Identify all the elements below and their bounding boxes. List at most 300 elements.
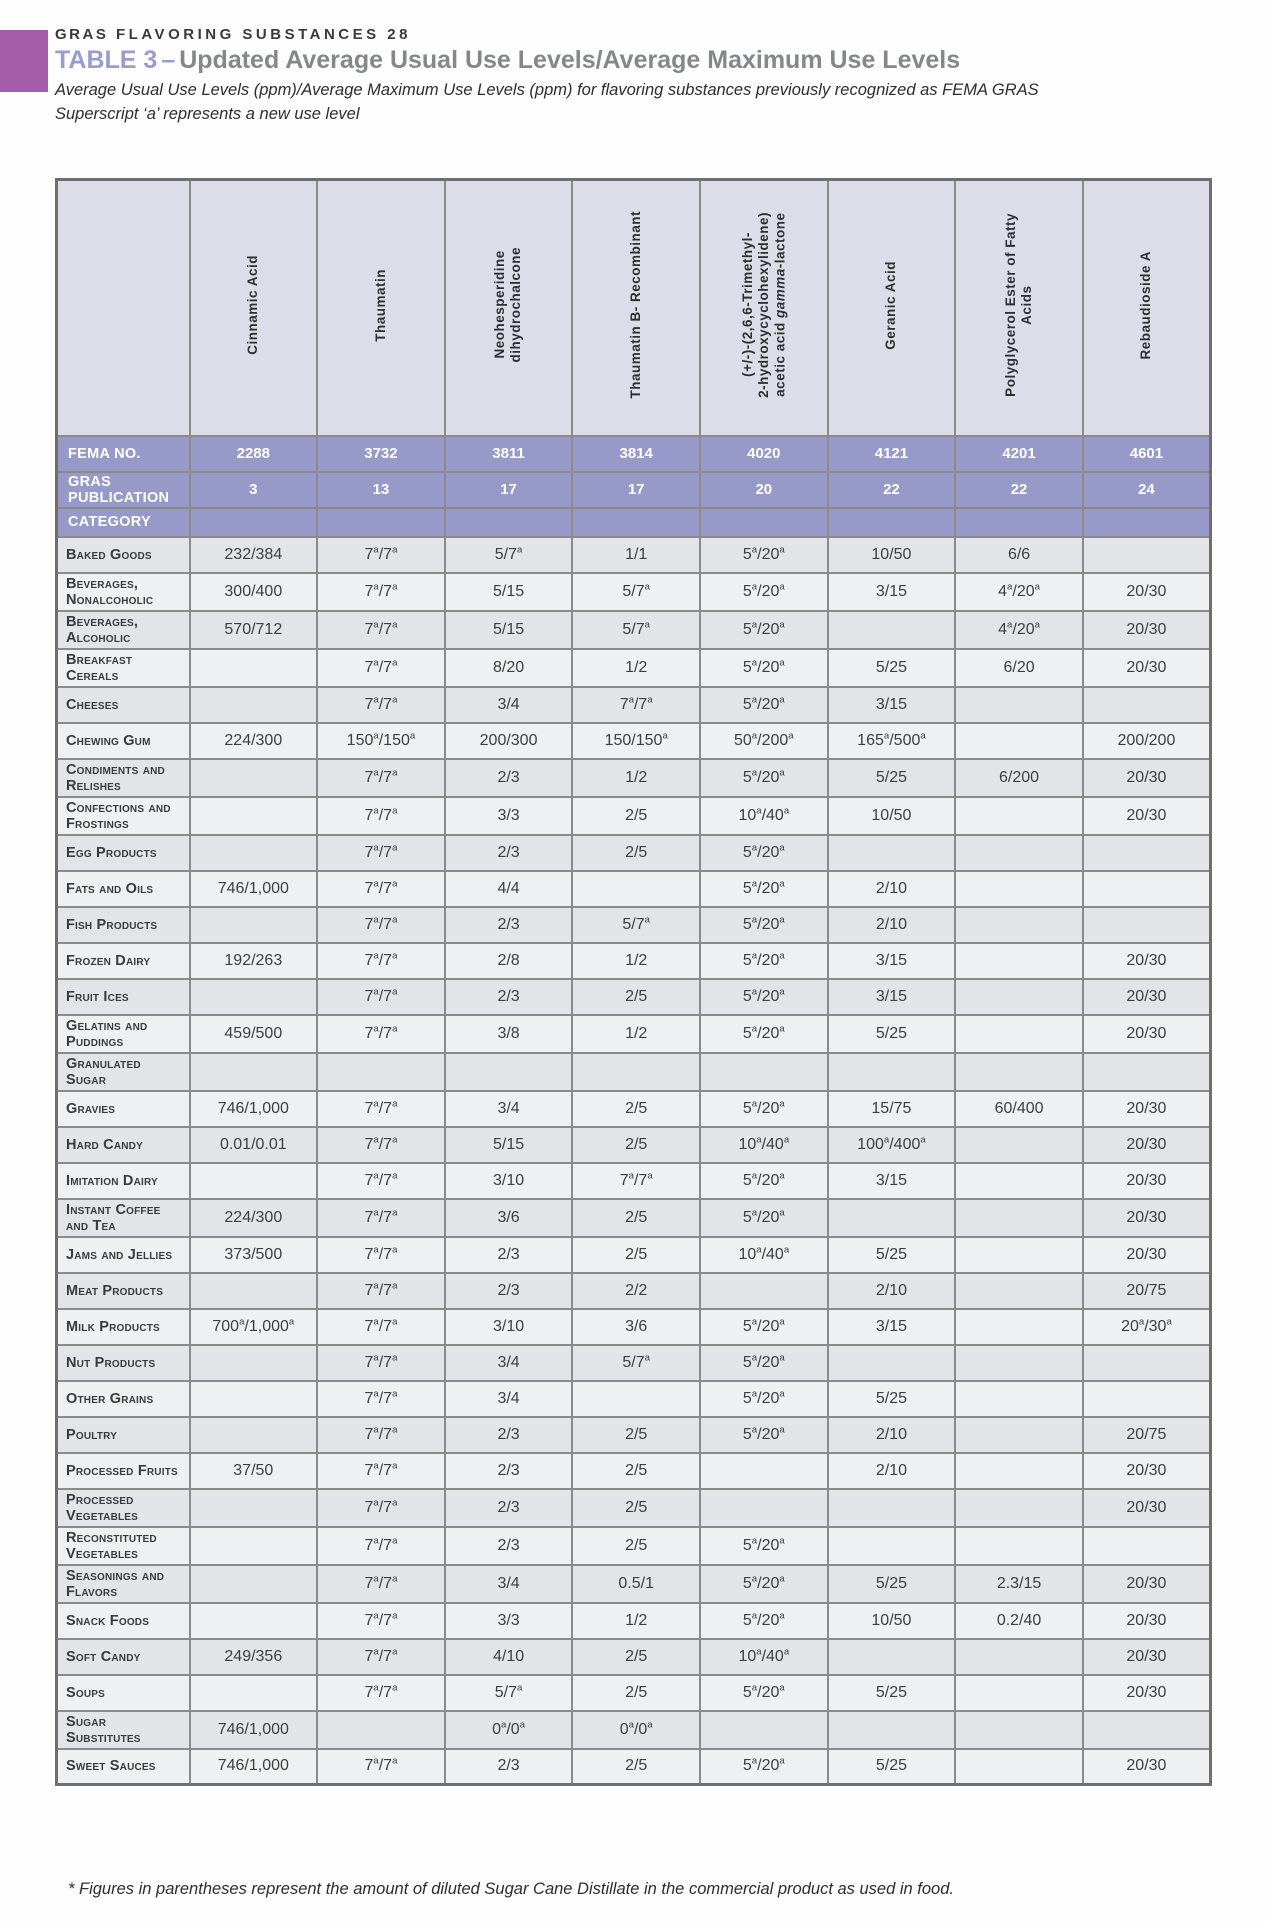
use-level-cell bbox=[1083, 907, 1211, 943]
fema-number-cell: 4121 bbox=[828, 436, 956, 472]
use-level-cell: 2/10 bbox=[828, 1417, 956, 1453]
table-row bbox=[57, 1309, 1211, 1345]
use-level-cell: 3/8 bbox=[445, 1015, 573, 1053]
table-title bbox=[55, 46, 1215, 75]
use-level-cell: 6/6 bbox=[955, 537, 1083, 573]
category-label: Soft Candy bbox=[57, 1639, 190, 1675]
gras-publication-row bbox=[57, 472, 1211, 508]
use-level-cell bbox=[955, 797, 1083, 835]
use-level-cell bbox=[955, 1015, 1083, 1053]
use-level-cell: 1/2 bbox=[572, 943, 700, 979]
table-row bbox=[57, 1453, 1211, 1489]
table-row bbox=[57, 687, 1211, 723]
use-level-cell: 20/75 bbox=[1083, 1273, 1211, 1309]
use-level-cell bbox=[828, 1711, 956, 1749]
use-level-cell: 5/25 bbox=[828, 1237, 956, 1273]
use-level-cell: 20/30 bbox=[1083, 979, 1211, 1015]
table-row bbox=[57, 1565, 1211, 1603]
use-level-cell bbox=[1083, 1345, 1211, 1381]
category-row-label: CATEGORY bbox=[57, 508, 190, 537]
use-level-cell: 5/25 bbox=[828, 1565, 956, 1603]
category-label: Milk Products bbox=[57, 1309, 190, 1345]
table-row bbox=[57, 1711, 1211, 1749]
use-level-cell: 300/400 bbox=[190, 573, 318, 611]
use-level-cell: 2/5 bbox=[572, 1127, 700, 1163]
category-label: Gravies bbox=[57, 1091, 190, 1127]
substance-column-header bbox=[955, 180, 1083, 436]
use-level-cell: 2/5 bbox=[572, 797, 700, 835]
table-description-line2: Superscript ‘a’ represents a new use level bbox=[55, 104, 360, 123]
use-level-cell bbox=[1083, 687, 1211, 723]
use-level-cell: 5/7$^a$ bbox=[445, 537, 573, 573]
use-level-cell: 15/75 bbox=[828, 1091, 956, 1127]
fema-number-cell: 4020 bbox=[700, 436, 828, 472]
table-row bbox=[57, 537, 1211, 573]
use-level-cell bbox=[700, 1273, 828, 1309]
use-level-cell: 6/200 bbox=[955, 759, 1083, 797]
use-level-cell bbox=[955, 1453, 1083, 1489]
use-level-cell: 5/7$^a$ bbox=[572, 907, 700, 943]
publication-series-rest: FLAVORING SUBSTANCES 28 bbox=[116, 26, 411, 43]
use-level-cell: 7$^a$/7$^a$ bbox=[317, 907, 445, 943]
publication-series-name: GRAS bbox=[55, 26, 109, 43]
use-level-cell: 3/10 bbox=[445, 1309, 573, 1345]
use-level-cell: 7$^a$/7$^a$ bbox=[572, 1163, 700, 1199]
fema-number-cell: 3732 bbox=[317, 436, 445, 472]
use-level-cell: 5$^a$/20$^a$ bbox=[700, 1417, 828, 1453]
table-row bbox=[57, 1015, 1211, 1053]
use-level-cell: 2/5 bbox=[572, 1489, 700, 1527]
use-level-cell: 2.3/15 bbox=[955, 1565, 1083, 1603]
use-level-cell: 2/3 bbox=[445, 835, 573, 871]
use-level-cell bbox=[828, 1199, 956, 1237]
use-level-cell bbox=[955, 1053, 1083, 1091]
use-level-cell bbox=[955, 1199, 1083, 1237]
use-level-cell: 3/15 bbox=[828, 1163, 956, 1199]
table-row bbox=[57, 1381, 1211, 1417]
use-level-cell bbox=[190, 979, 318, 1015]
table-row bbox=[57, 1163, 1211, 1199]
use-level-cell: 6/20 bbox=[955, 649, 1083, 687]
use-level-cell: 7$^a$/7$^a$ bbox=[317, 649, 445, 687]
use-level-cell bbox=[955, 835, 1083, 871]
use-level-cell: 10$^a$/40$^a$ bbox=[700, 1639, 828, 1675]
use-level-cell: 5/15 bbox=[445, 611, 573, 649]
use-level-cell: 20/30 bbox=[1083, 759, 1211, 797]
use-level-cell: 7$^a$/7$^a$ bbox=[317, 1639, 445, 1675]
use-level-cell: 2/3 bbox=[445, 759, 573, 797]
gras-publication-cell: 22 bbox=[955, 472, 1083, 508]
category-label: Meat Products bbox=[57, 1273, 190, 1309]
use-level-cell: 37/50 bbox=[190, 1453, 318, 1489]
use-level-cell: 7$^a$/7$^a$ bbox=[317, 1381, 445, 1417]
use-level-cell: 700$^a$/1,000$^a$ bbox=[190, 1309, 318, 1345]
fema-row-label: FEMA NO. bbox=[57, 436, 190, 472]
use-level-cell: 224/300 bbox=[190, 723, 318, 759]
use-level-cell: 5/7$^a$ bbox=[572, 611, 700, 649]
category-label: Processed Vegetables bbox=[57, 1489, 190, 1527]
substance-name: Neohesperidine dihydrochalcone bbox=[492, 247, 524, 364]
use-level-cell: 7$^a$/7$^a$ bbox=[317, 1237, 445, 1273]
table-row bbox=[57, 1639, 1211, 1675]
category-empty-cell bbox=[445, 508, 573, 537]
use-level-cell bbox=[190, 1565, 318, 1603]
use-level-cell: 2/8 bbox=[445, 943, 573, 979]
use-level-cell: 2/5 bbox=[572, 1237, 700, 1273]
use-level-cell: 3/4 bbox=[445, 687, 573, 723]
use-level-cell bbox=[190, 835, 318, 871]
table-row bbox=[57, 759, 1211, 797]
use-level-cell: 5$^a$/20$^a$ bbox=[700, 1675, 828, 1711]
use-level-cell bbox=[828, 1489, 956, 1527]
category-label: Reconstituted Vegetables bbox=[57, 1527, 190, 1565]
use-level-cell: 2/5 bbox=[572, 1639, 700, 1675]
use-level-cell bbox=[700, 1489, 828, 1527]
gras-publication-cell: 17 bbox=[572, 472, 700, 508]
use-level-cell: 2/10 bbox=[828, 1273, 956, 1309]
category-empty-cell bbox=[1083, 508, 1211, 537]
use-level-cell: 5$^a$/20$^a$ bbox=[700, 871, 828, 907]
category-header-row bbox=[57, 508, 1211, 537]
gras-publication-cell: 24 bbox=[1083, 472, 1211, 508]
table-row bbox=[57, 1273, 1211, 1309]
use-level-cell: 5$^a$/20$^a$ bbox=[700, 1199, 828, 1237]
use-level-cell: 0.2/40 bbox=[955, 1603, 1083, 1639]
use-level-cell: 3/15 bbox=[828, 573, 956, 611]
table-description-line1: Average Usual Use Levels (ppm)/Average Maximum Use Levels (ppm) for flavoring substances previously recognized as FEMA GRAS bbox=[55, 80, 1039, 99]
use-level-cell: 20$^a$/30$^a$ bbox=[1083, 1309, 1211, 1345]
use-level-cell bbox=[190, 1053, 318, 1091]
use-level-cell bbox=[828, 1345, 956, 1381]
corner-header-cell bbox=[57, 180, 190, 436]
use-level-cell bbox=[955, 1345, 1083, 1381]
use-level-cell: 3/6 bbox=[445, 1199, 573, 1237]
table-title-text: Updated Average Usual Use Levels/Average Maximum Use Levels bbox=[179, 46, 961, 74]
category-label: Beverages, Alcoholic bbox=[57, 611, 190, 649]
use-level-cell bbox=[317, 1711, 445, 1749]
use-level-cell bbox=[190, 1381, 318, 1417]
use-level-cell: 10$^a$/40$^a$ bbox=[700, 1237, 828, 1273]
fema-number-cell: 3811 bbox=[445, 436, 573, 472]
table-row bbox=[57, 1127, 1211, 1163]
use-level-cell: 7$^a$/7$^a$ bbox=[317, 1015, 445, 1053]
use-level-cell: 2/3 bbox=[445, 1453, 573, 1489]
use-level-cell: 7$^a$/7$^a$ bbox=[317, 1127, 445, 1163]
use-level-cell: 7$^a$/7$^a$ bbox=[317, 1489, 445, 1527]
category-label: Frozen Dairy bbox=[57, 943, 190, 979]
use-level-cell: 5$^a$/20$^a$ bbox=[700, 1309, 828, 1345]
use-level-cell: 5$^a$/20$^a$ bbox=[700, 907, 828, 943]
footnote: * Figures in parentheses represent the amount of diluted Sugar Cane Distillate in the commercial product as used in food. bbox=[68, 1880, 954, 1898]
use-level-cell: 746/1,000 bbox=[190, 1749, 318, 1785]
use-level-cell: 150$^a$/150$^a$ bbox=[317, 723, 445, 759]
table-row bbox=[57, 611, 1211, 649]
use-level-cell: 5$^a$/20$^a$ bbox=[700, 649, 828, 687]
use-level-cell: 60/400 bbox=[955, 1091, 1083, 1127]
use-level-cell: 1/1 bbox=[572, 537, 700, 573]
use-level-cell: 192/263 bbox=[190, 943, 318, 979]
use-level-cell bbox=[955, 1749, 1083, 1785]
use-level-cell: 3/15 bbox=[828, 1309, 956, 1345]
category-empty-cell bbox=[317, 508, 445, 537]
use-level-cell: 10$^a$/40$^a$ bbox=[700, 797, 828, 835]
use-level-cell: 5$^a$/20$^a$ bbox=[700, 1091, 828, 1127]
use-level-cell: 20/30 bbox=[1083, 1091, 1211, 1127]
use-level-cell: 20/30 bbox=[1083, 1675, 1211, 1711]
use-level-cell: 7$^a$/7$^a$ bbox=[317, 759, 445, 797]
use-level-cell: 5/25 bbox=[828, 759, 956, 797]
category-label: Sugar Substitutes bbox=[57, 1711, 190, 1749]
use-level-cell: 7$^a$/7$^a$ bbox=[317, 1749, 445, 1785]
use-level-cell: 2/3 bbox=[445, 1273, 573, 1309]
use-level-cell bbox=[190, 1163, 318, 1199]
use-level-cell: 0.5/1 bbox=[572, 1565, 700, 1603]
use-level-cell bbox=[190, 759, 318, 797]
substance-name: (+/-)-(2,6,6-Trimethyl- 2-hydroxycyclohexylidene) acetic acid gamma-lactone bbox=[739, 212, 787, 399]
use-level-cell: 7$^a$/7$^a$ bbox=[317, 871, 445, 907]
category-label: Processed Fruits bbox=[57, 1453, 190, 1489]
use-level-cell: 5/25 bbox=[828, 1381, 956, 1417]
category-label: Egg Products bbox=[57, 835, 190, 871]
substance-column-header bbox=[317, 180, 445, 436]
category-label: Chewing Gum bbox=[57, 723, 190, 759]
use-level-cell bbox=[190, 1345, 318, 1381]
category-empty-cell bbox=[700, 508, 828, 537]
category-label: Fats and Oils bbox=[57, 871, 190, 907]
use-level-cell: 10/50 bbox=[828, 1603, 956, 1639]
use-level-cell bbox=[572, 1381, 700, 1417]
use-level-cell: 165$^a$/500$^a$ bbox=[828, 723, 956, 759]
use-level-cell: 7$^a$/7$^a$ bbox=[317, 1163, 445, 1199]
use-level-cell: 7$^a$/7$^a$ bbox=[317, 1091, 445, 1127]
table-row bbox=[57, 1237, 1211, 1273]
use-level-cell bbox=[955, 1273, 1083, 1309]
use-level-cell bbox=[700, 1711, 828, 1749]
use-level-cell: 7$^a$/7$^a$ bbox=[317, 943, 445, 979]
table-row bbox=[57, 1053, 1211, 1091]
use-level-cell: 4$^a$/20$^a$ bbox=[955, 573, 1083, 611]
use-level-cell bbox=[828, 835, 956, 871]
category-label: Granulated Sugar bbox=[57, 1053, 190, 1091]
use-level-cell bbox=[828, 1053, 956, 1091]
category-label: Jams and Jellies bbox=[57, 1237, 190, 1273]
use-level-cell bbox=[955, 1711, 1083, 1749]
use-level-cell: 2/3 bbox=[445, 1749, 573, 1785]
use-level-cell bbox=[1083, 835, 1211, 871]
category-label: Breakfast Cereals bbox=[57, 649, 190, 687]
use-level-cell: 3/4 bbox=[445, 1345, 573, 1381]
use-level-cell: 3/15 bbox=[828, 979, 956, 1015]
use-level-cell bbox=[190, 1603, 318, 1639]
use-level-cell bbox=[190, 797, 318, 835]
use-level-cell: 7$^a$/7$^a$ bbox=[317, 611, 445, 649]
category-label: Baked Goods bbox=[57, 537, 190, 573]
use-level-cell: 3/4 bbox=[445, 1565, 573, 1603]
substance-column-header bbox=[190, 180, 318, 436]
table-row bbox=[57, 573, 1211, 611]
use-level-cell bbox=[1083, 1527, 1211, 1565]
use-level-cell: 2/5 bbox=[572, 1527, 700, 1565]
use-level-cell: 4/10 bbox=[445, 1639, 573, 1675]
use-level-cell: 5/25 bbox=[828, 649, 956, 687]
table-row bbox=[57, 797, 1211, 835]
use-level-cell bbox=[317, 1053, 445, 1091]
use-level-cell: 5/15 bbox=[445, 1127, 573, 1163]
use-level-cell: 5/7$^a$ bbox=[445, 1675, 573, 1711]
use-level-cell: 3/15 bbox=[828, 687, 956, 723]
table-row bbox=[57, 871, 1211, 907]
use-level-cell bbox=[955, 1417, 1083, 1453]
use-level-cell: 5$^a$/20$^a$ bbox=[700, 1015, 828, 1053]
use-level-cell: 2/3 bbox=[445, 1417, 573, 1453]
gras-publication-cell: 22 bbox=[828, 472, 956, 508]
use-level-cell: 7$^a$/7$^a$ bbox=[317, 687, 445, 723]
category-label: Sweet Sauces bbox=[57, 1749, 190, 1785]
title-dash: – bbox=[161, 46, 176, 74]
use-level-cell bbox=[955, 1309, 1083, 1345]
use-level-cell bbox=[572, 871, 700, 907]
use-level-cell: 3/3 bbox=[445, 797, 573, 835]
use-level-cell: 4/4 bbox=[445, 871, 573, 907]
use-level-cell: 20/30 bbox=[1083, 1489, 1211, 1527]
use-level-cell: 0$^a$/0$^a$ bbox=[445, 1711, 573, 1749]
fema-number-cell: 2288 bbox=[190, 436, 318, 472]
use-level-cell: 2/5 bbox=[572, 1417, 700, 1453]
use-level-cell bbox=[955, 979, 1083, 1015]
use-level-cell: 20/30 bbox=[1083, 1639, 1211, 1675]
use-level-cell: 20/30 bbox=[1083, 1199, 1211, 1237]
category-label: Soups bbox=[57, 1675, 190, 1711]
category-label: Beverages, Nonalcoholic bbox=[57, 573, 190, 611]
use-level-cell bbox=[955, 723, 1083, 759]
use-level-cell bbox=[955, 1489, 1083, 1527]
use-level-cell bbox=[955, 1675, 1083, 1711]
use-level-cell: 20/30 bbox=[1083, 1127, 1211, 1163]
use-level-cell: 5$^a$/20$^a$ bbox=[700, 759, 828, 797]
page-header bbox=[55, 26, 1215, 127]
use-level-cell: 150/150$^a$ bbox=[572, 723, 700, 759]
use-level-cell: 2/5 bbox=[572, 1091, 700, 1127]
use-level-cell: 8/20 bbox=[445, 649, 573, 687]
use-level-cell: 20/30 bbox=[1083, 1015, 1211, 1053]
use-level-cell: 20/30 bbox=[1083, 943, 1211, 979]
use-level-cell: 3/4 bbox=[445, 1381, 573, 1417]
use-level-cell: 20/30 bbox=[1083, 1453, 1211, 1489]
use-level-cell: 2/3 bbox=[445, 1527, 573, 1565]
use-level-cell: 2/5 bbox=[572, 979, 700, 1015]
table-row bbox=[57, 835, 1211, 871]
use-level-cell: 5/15 bbox=[445, 573, 573, 611]
use-level-cell: 7$^a$/7$^a$ bbox=[317, 1309, 445, 1345]
use-level-cell: 5$^a$/20$^a$ bbox=[700, 835, 828, 871]
use-level-cell: 200/300 bbox=[445, 723, 573, 759]
use-level-cell: 5$^a$/20$^a$ bbox=[700, 687, 828, 723]
substance-name: Rebaudioside A bbox=[1138, 250, 1154, 360]
use-level-cell: 10/50 bbox=[828, 537, 956, 573]
category-label: Other Grains bbox=[57, 1381, 190, 1417]
use-level-cell bbox=[445, 1053, 573, 1091]
use-level-cell: 5$^a$/20$^a$ bbox=[700, 1381, 828, 1417]
substance-column-header bbox=[445, 180, 573, 436]
use-level-cell: 7$^a$/7$^a$ bbox=[317, 1453, 445, 1489]
use-level-cell: 2/10 bbox=[828, 1453, 956, 1489]
substance-name: Thaumatin bbox=[372, 268, 388, 342]
purple-accent-square bbox=[0, 30, 48, 92]
table-row bbox=[57, 723, 1211, 759]
use-level-cell: 20/30 bbox=[1083, 1603, 1211, 1639]
fema-number-cell: 3814 bbox=[572, 436, 700, 472]
use-level-cell: 5$^a$/20$^a$ bbox=[700, 611, 828, 649]
use-level-cell: 5$^a$/20$^a$ bbox=[700, 1527, 828, 1565]
use-level-cell: 3/10 bbox=[445, 1163, 573, 1199]
use-level-cell bbox=[828, 1527, 956, 1565]
use-level-cell: 2/5 bbox=[572, 1675, 700, 1711]
use-level-cell: 5$^a$/20$^a$ bbox=[700, 1565, 828, 1603]
category-label: Instant Coffee and Tea bbox=[57, 1199, 190, 1237]
use-level-cell: 3/4 bbox=[445, 1091, 573, 1127]
use-level-cell bbox=[828, 611, 956, 649]
use-level-cell: 7$^a$/7$^a$ bbox=[317, 1675, 445, 1711]
use-level-cell: 20/30 bbox=[1083, 1163, 1211, 1199]
fema-number-cell: 4201 bbox=[955, 436, 1083, 472]
use-level-cell: 5$^a$/20$^a$ bbox=[700, 1603, 828, 1639]
category-label: Fish Products bbox=[57, 907, 190, 943]
use-level-cell: 100$^a$/400$^a$ bbox=[828, 1127, 956, 1163]
use-level-cell: 10/50 bbox=[828, 797, 956, 835]
substance-column-header bbox=[572, 180, 700, 436]
use-level-cell: 224/300 bbox=[190, 1199, 318, 1237]
use-level-cell: 570/712 bbox=[190, 611, 318, 649]
use-level-cell: 3/6 bbox=[572, 1309, 700, 1345]
category-label: Poultry bbox=[57, 1417, 190, 1453]
use-level-cell: 746/1,000 bbox=[190, 1711, 318, 1749]
use-level-cell: 5/7$^a$ bbox=[572, 573, 700, 611]
use-levels-table bbox=[55, 178, 1212, 1786]
use-level-cell: 7$^a$/7$^a$ bbox=[572, 687, 700, 723]
use-level-cell: 7$^a$/7$^a$ bbox=[317, 1527, 445, 1565]
use-level-cell bbox=[955, 1381, 1083, 1417]
use-level-cell: 7$^a$/7$^a$ bbox=[317, 835, 445, 871]
table-row bbox=[57, 1489, 1211, 1527]
use-level-cell bbox=[1083, 1053, 1211, 1091]
substance-column-header bbox=[700, 180, 828, 436]
use-level-cell: 20/30 bbox=[1083, 649, 1211, 687]
substance-name: Thaumatin B- Recombinant bbox=[628, 211, 644, 399]
use-level-cell bbox=[955, 1127, 1083, 1163]
use-level-cell: 3/15 bbox=[828, 943, 956, 979]
table-row bbox=[57, 943, 1211, 979]
use-level-cell: 20/30 bbox=[1083, 611, 1211, 649]
category-empty-cell bbox=[828, 508, 956, 537]
use-level-cell: 2/3 bbox=[445, 979, 573, 1015]
use-level-cell bbox=[955, 687, 1083, 723]
use-level-cell: 7$^a$/7$^a$ bbox=[317, 1273, 445, 1309]
gras-publication-cell: 20 bbox=[700, 472, 828, 508]
category-label: Imitation Dairy bbox=[57, 1163, 190, 1199]
table-row bbox=[57, 1749, 1211, 1785]
use-level-cell: 1/2 bbox=[572, 649, 700, 687]
use-level-cell: 20/30 bbox=[1083, 1749, 1211, 1785]
use-level-cell: 249/356 bbox=[190, 1639, 318, 1675]
use-level-cell: 2/3 bbox=[445, 1237, 573, 1273]
use-level-cell: 10$^a$/40$^a$ bbox=[700, 1127, 828, 1163]
use-level-cell: 2/10 bbox=[828, 871, 956, 907]
use-level-cell: 746/1,000 bbox=[190, 871, 318, 907]
use-level-cell: 5$^a$/20$^a$ bbox=[700, 1345, 828, 1381]
use-level-cell: 0$^a$/0$^a$ bbox=[572, 1711, 700, 1749]
use-level-cell: 0.01/0.01 bbox=[190, 1127, 318, 1163]
table-row bbox=[57, 1527, 1211, 1565]
